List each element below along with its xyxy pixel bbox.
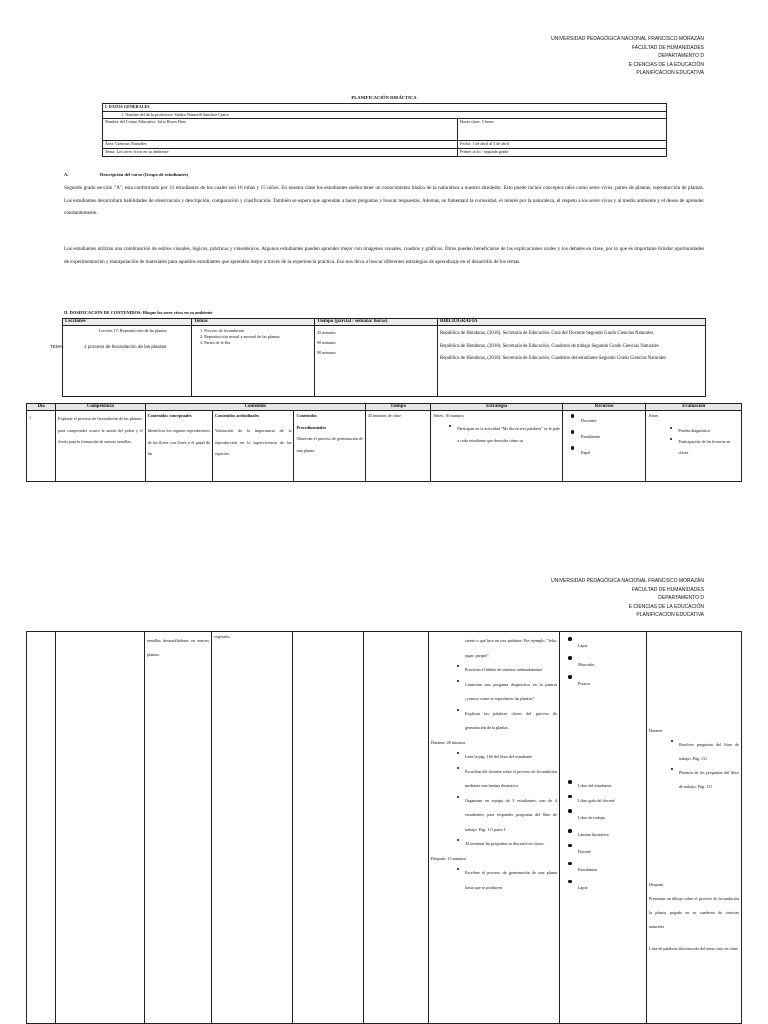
competencia-text: Explorar el proceso de fecundación de las plantas, para comprender ocurre la unión del polen y el óvulo para la formación de nuevas semillas. xyxy=(56,411,146,482)
strategy-item: Contestan una pregunta diagnóstica en la pizarra ¿conoce como se reproducen las plantas? xyxy=(453,678,557,707)
resource-item: Libro del estudiante xyxy=(566,779,624,794)
plan-table-continued xyxy=(26,631,742,1024)
procedural-heading: Contenidos xyxy=(296,413,317,418)
lesson-name: Lección 17: Reproducción de las plantas xyxy=(99,328,168,333)
evaluation-cell-cont xyxy=(647,632,742,1024)
evaluation-after: Después xyxy=(649,882,664,887)
evaluation-list-words: Lista de palabras desconocida del tema visto en clase xyxy=(649,946,739,951)
header-line: UNIVERSIDAD PEDAGÓGICA NACIONAL FRANCISCO MORAZÁN xyxy=(551,578,704,584)
biblio-item: República de Honduras, (2018). Secretaría de Educación. Cuaderno de trabajo Segundo Grado Ciencias Naturales xyxy=(440,343,659,349)
document-title: PLANIFICACIÓN DIDÁCTICA xyxy=(351,95,417,100)
col-lessons: Lecciones xyxy=(63,319,192,326)
procedural-heading-2: Procedimentales xyxy=(296,425,326,430)
header-line: PLANIFICACION EDUCATIVA xyxy=(636,70,704,77)
header-line: FACULTAD DE HUMANIDADES xyxy=(631,44,704,51)
university-header-page2 xyxy=(551,577,704,620)
strategy-cell-cont xyxy=(429,632,560,1024)
general-heading: I. DATOS GENERALES xyxy=(103,104,667,112)
conceptual-text-cont: semillas desarrolladoras en nuevas plantas. xyxy=(147,638,209,657)
strategy-item: Leen la pág. 166 del libro del estudiante xyxy=(453,750,557,765)
header-line: E CIENCIAS DE LA EDUCACIÓN xyxy=(628,603,704,610)
evaluation-item: Prueba diagnóstica xyxy=(666,425,739,436)
school-name: Nombre del Centro Educativo: Julio Reyes Diaz xyxy=(103,119,458,141)
conceptual-text: Identificar los órganos reproductores de las flores con flores y el papel de las xyxy=(147,428,211,456)
plan-table xyxy=(26,403,742,482)
strategy-during: Durante: 20 minutos xyxy=(431,739,466,745)
header-line: DEPARTAMENTO D xyxy=(658,595,704,602)
university-header xyxy=(551,35,704,78)
resource-item: Lapiz xyxy=(566,879,644,897)
attitudinal-heading: Contenidos actitudinales xyxy=(215,413,260,418)
resource-item: Estudiantes xyxy=(569,429,643,445)
col-estrategia: Estrategia xyxy=(431,404,563,411)
procedural-text: Observan el proceso de germinación de una planta. xyxy=(296,436,363,453)
conceptual-cell-cont xyxy=(145,632,212,1024)
time-item: 45 minutos xyxy=(317,330,336,335)
evaluation-cell xyxy=(646,411,742,482)
conceptual-cell xyxy=(145,411,212,482)
biblio-item: República de Honduras, (2018). Secretaría de Educación. Cuaderno del estudiante Segundo Grado Ciencias Naturales xyxy=(440,356,667,361)
day-number: 1 xyxy=(27,411,56,482)
day-cell-empty xyxy=(27,632,56,1024)
strategy-item: Participan en la actividad "Mi día en tres palabras" se le pide a cada estudiante que describa cómo su xyxy=(445,423,560,446)
resource-item: Lapiz xyxy=(566,636,644,655)
resource-item: Estudiantes xyxy=(566,861,644,879)
class-hours: Horas clase: 5 horas xyxy=(458,119,667,141)
strategy-after: Después: 15 minutos xyxy=(431,855,467,861)
col-tiempo: Tiempo xyxy=(365,404,430,411)
attitudinal-text-cont: vegetales. xyxy=(214,634,231,639)
col-time: Tiempo (parcial / semana/ horas) xyxy=(315,319,438,326)
procedural-cell-empty xyxy=(293,632,364,1024)
tema-label-text: TEMA xyxy=(50,344,63,349)
col-day: Día xyxy=(27,404,56,411)
attitudinal-cell-cont xyxy=(212,632,293,1024)
strategy-item: Escriben el proceso de germinación de una planta hasta que se producen xyxy=(453,866,557,895)
evaluation-item: Plenaria de las preguntas del libro de trabajo. Pág. 111 xyxy=(667,766,739,794)
strategy-item: Explican las palabras claves del proceso de germinación de la plantas xyxy=(453,707,557,736)
dosification-table xyxy=(62,318,706,397)
header-line: E CIENCIAS DE LA EDUCACIÓN xyxy=(628,61,704,68)
evaluation-after-text: Presentan un dibujo sobre el proceso de fecundación la planta, pegado en su cuaderno de ciencias naturales xyxy=(649,896,739,929)
strategy-item: Escuchan del docente sobre el proceso de fecundación mediante una lamina ilustrativa xyxy=(453,765,557,794)
topic: Tema: Los seres vivos en su ambiente xyxy=(103,149,458,157)
time-value: 45 minutos de clase xyxy=(365,411,430,482)
topic-item: 1. Proceso de fecundación xyxy=(200,328,244,333)
section-a-heading: Descripción del curso (Grupo de estudiantes) xyxy=(100,172,189,177)
time-cell xyxy=(315,326,438,397)
strategy-cell xyxy=(431,411,563,482)
header-line: DEPARTAMENTO D xyxy=(658,53,704,60)
strategy-text-cont: siento o qué hice en tres palabras: Por ejemplo, "feliz, jugar, parque". xyxy=(465,638,557,658)
resource-item: Lamina ilustrativa xyxy=(566,828,618,843)
dosification-heading: II. DOSIFICACIÓN DE CONTENIDOS: Bloque los seres vivos en su ambiente xyxy=(64,310,213,315)
header-line: UNIVERSIDAD PEDAGÓGICA NACIONAL FRANCISCO MORAZÁN xyxy=(551,36,704,42)
time-item: 90 minutos xyxy=(317,350,336,355)
section-a-letter: A. xyxy=(64,172,69,177)
subject-area: Área: Ciencias Naturales xyxy=(103,141,458,149)
header-line: PLANIFICACION EDUCATIVA xyxy=(636,612,704,619)
header-line: FACULTAD DE HUMANIDADES xyxy=(631,586,704,593)
strategy-item: Al terminar las preguntas se discutirá en clases. xyxy=(453,837,557,852)
resource-item: Pizarra xyxy=(566,674,644,693)
strategy-item: Practican el hábito de sentarse ordenadamente xyxy=(453,663,557,678)
col-topics: Temas xyxy=(192,319,315,326)
course-description-paragraph: Segundo grado sección "A", esta conformado por 31 estudiantes de los cuales son 16 niñas y 15 niños. En nuestra clase los estudiantes suelen tener un conocimiento básico de la naturaleza a nuestro alrededor. Esto puede incluir conceptos tales como seres vivos, partes de plantas, reproducción de plantas. Los estudiantes desarrollarn habilidades de observación y descripción, comparación y clasificación. También se espera que aprendan a hacer preguntas y buscar respuestas. Además, se fomentará la curiosidad, el interés por la naturaleza, el respeto a los seres vivos y al medio ambiente y el deseo de aprender constantemente. xyxy=(64,185,704,216)
procedural-cell xyxy=(294,411,365,482)
col-bibliography: BIBLIOGRAFÍA xyxy=(438,319,706,326)
lesson-cell xyxy=(63,326,192,397)
biblio-item: República de Honduras, (2018). Secretaría de Educación. Guía del Docente Segundo Grado Ciencias Naturales xyxy=(440,331,654,336)
resource-item: Docentes xyxy=(569,413,643,429)
evaluation-item: Participación de las lecturas en clases xyxy=(666,436,739,458)
evaluation-item: Resolver preguntas del libro de trabajo. Pág. 111 xyxy=(667,738,739,766)
cycle-grade: Primer ciclo / segundo grado xyxy=(458,149,667,157)
col-evaluacion: Evaluación xyxy=(646,404,742,411)
resource-item: Libro de trabajo xyxy=(566,808,644,828)
evaluation-intro: Antes xyxy=(648,413,659,418)
col-contenido: Contenido xyxy=(145,404,365,411)
conceptual-heading: Contenidos conceptuales xyxy=(147,413,192,418)
resources-cell-cont xyxy=(560,632,647,1024)
time-item: 90 minutos xyxy=(317,340,336,345)
time-cell-empty xyxy=(364,632,429,1024)
col-competencia: Competencia xyxy=(56,404,146,411)
topic-item: 3. Partes de la flor xyxy=(200,340,231,345)
strategy-item: Organizan en equipo de 3 estudiantes, uno de 4 estudiantes, para responder preguntas del libro de trabajo. Pág. 111 parte 1 xyxy=(453,794,557,838)
resource-item: Marcador xyxy=(566,655,644,674)
teacher-name: 1. Nombre del de la profesor/a: Saidya Nazareth Sanchez Castro xyxy=(103,112,667,119)
attitudinal-cell xyxy=(213,411,294,482)
learning-styles-paragraph: Los estudiantes utilizan una combinación de estilos visuales, lógicos, prácticas y cinestésicos. Algunos estudiantes pueden aprender mejor con imágenes visuales, cuadros y gráficos. Otros pueden beneficiarse de las explicaciones orales y los debates en clase, por lo que es importante brindar oportunidades de experimentación y manipulación de materiales para aquellos estudiantes que aprenden mejor a través de la experiencia práctica. Eso nos lleva a buscar diferentes estrategias de aprendizaje en el desarrollo de los temas. xyxy=(64,246,704,265)
resource-item: Papel xyxy=(569,445,643,461)
resources-cell xyxy=(562,411,645,482)
competencia-cell-empty xyxy=(56,632,145,1024)
tema-label: TEMA. xyxy=(50,344,65,349)
attitudinal-text: Valoración de la importancia de la reproducción en la supervivencia de las especies xyxy=(215,428,292,456)
bibliography-cell xyxy=(438,326,706,397)
evaluation-during: Durante xyxy=(649,728,663,733)
topics-cell xyxy=(192,326,315,397)
strategy-intro: Antes: 10 minutos xyxy=(433,413,464,418)
general-data-table xyxy=(102,103,667,157)
resource-item: Docentᵉ xyxy=(566,843,644,861)
col-recursos: Recursos xyxy=(562,404,645,411)
date-range: Fecha: 1 de abril al 5 de abril xyxy=(458,141,667,149)
resource-item: Libro guía del docentᵉ xyxy=(566,794,624,809)
tema-text: 1 proceso de fecundación de las plantas xyxy=(84,344,167,349)
topic-item: 2. Reproducción sexual y asexual de las plantas xyxy=(200,334,280,339)
